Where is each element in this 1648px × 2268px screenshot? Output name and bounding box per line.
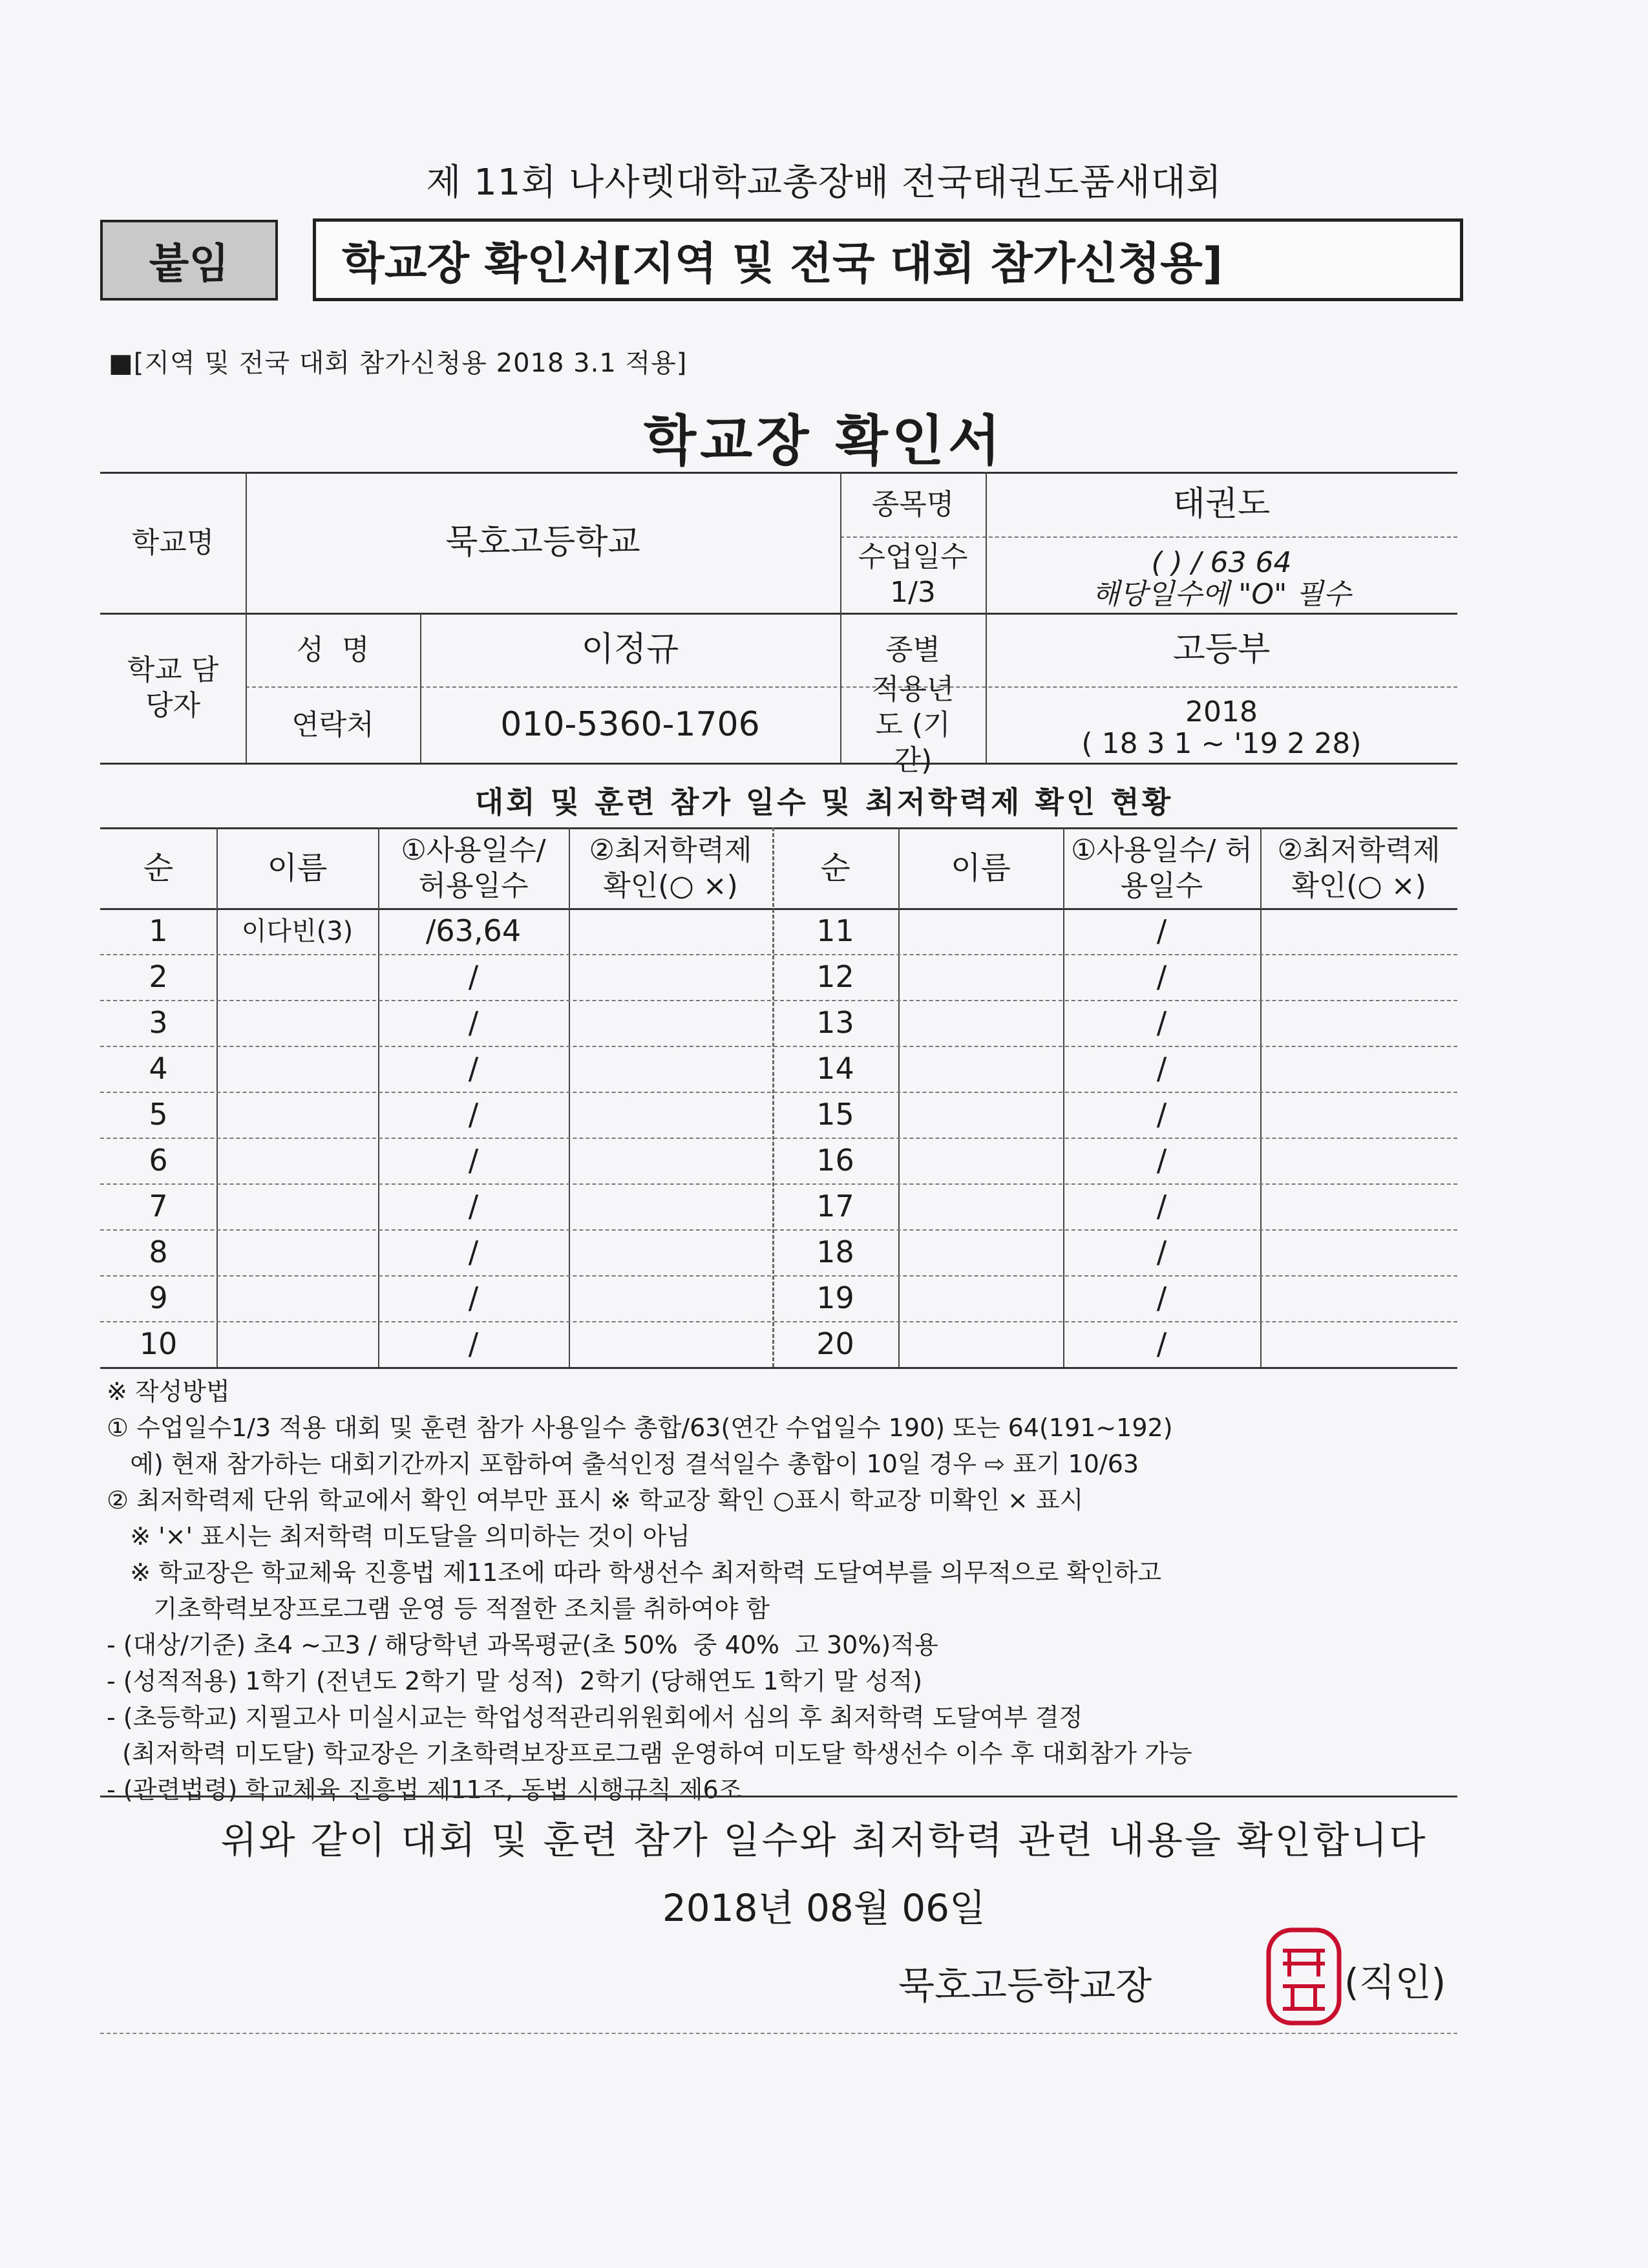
athlete-name	[898, 1046, 1063, 1092]
header-check: ②최저학력제 확인(○ ×)	[1277, 833, 1441, 902]
year-value: 2018	[1185, 695, 1258, 728]
instruction-line: (최저학력 미도달) 학교장은 기초학력보장프로그램 운영하여 미도달 학생선수 이수 후 대회참가 가능	[107, 1739, 1192, 1768]
used-days: /	[1156, 913, 1167, 948]
athlete-name	[898, 1321, 1063, 1367]
athlete-name	[898, 954, 1063, 1000]
used-days: /	[468, 1096, 479, 1132]
sport-label: 종목명	[871, 487, 955, 521]
row-number: 13	[816, 1004, 854, 1040]
min-academic-check	[1260, 1275, 1457, 1321]
row-number: 1	[149, 913, 168, 948]
athlete-name	[217, 1138, 378, 1183]
row-number: 2	[149, 959, 168, 994]
row-number: 12	[816, 959, 854, 994]
used-days: /	[1156, 1234, 1167, 1269]
header-no: 순	[820, 849, 850, 886]
name-label: 성 명	[296, 633, 370, 666]
row-number: 15	[816, 1096, 854, 1132]
instruction-line: - (관련법령) 학교체육 진흥법 제11조, 동법 시행규칙 제6조	[107, 1775, 743, 1804]
instruction-line: ② 최저학력제 단위 학교에서 확인 여부만 표시 ※ 학교장 확인 ○표시 학교장 미확인 × 표시	[107, 1486, 1084, 1514]
header-name: 이름	[951, 849, 1011, 886]
used-days: /63,64	[425, 913, 522, 948]
header-name: 이름	[267, 849, 328, 886]
header-no: 순	[143, 849, 174, 886]
manager-name: 이정규	[581, 630, 679, 669]
min-academic-check	[1260, 908, 1457, 954]
athlete-name	[898, 1183, 1063, 1229]
attachment-label: 붙임	[100, 220, 278, 301]
page-title: 학교장 확인서	[643, 409, 1005, 472]
class-days-note: 해당일수에 "O" 필수	[1092, 577, 1351, 611]
row-number: 11	[816, 913, 854, 948]
sport-value: 태권도	[1172, 484, 1271, 524]
event-title: 제 11회 나사렛대학교총장배 전국태권도품새대회	[426, 162, 1222, 204]
school-name-label: 학교명	[131, 525, 215, 559]
instruction-line: 기초학력보장프로그램 운영 등 적절한 조치를 취하여야 함	[107, 1595, 770, 1623]
issue-date: 2018년 08월 06일	[662, 1886, 986, 1930]
row-number: 18	[816, 1234, 854, 1269]
min-academic-check	[1260, 954, 1457, 1000]
min-academic-check	[569, 1138, 772, 1183]
contact-value: 010-5360-1706	[500, 705, 760, 744]
used-days: /	[1156, 1096, 1167, 1132]
used-days: /	[468, 1050, 479, 1086]
instruction-line: - (초등학교) 지필고사 미실시교는 학업성적관리위원회에서 심의 후 최저학력 도달여부 결정	[107, 1703, 1083, 1732]
row-number: 17	[816, 1188, 854, 1224]
principal-name: 묵호고등학교장	[898, 1964, 1152, 2008]
min-academic-check	[1260, 1321, 1457, 1367]
min-academic-check	[1260, 1000, 1457, 1046]
athlete-name	[898, 1275, 1063, 1321]
instructions-title: ※ 작성방법	[107, 1377, 230, 1406]
used-days: /	[1156, 959, 1167, 994]
instruction-line: - (대상/기준) 초4 ~고3 / 해당학년 과목평균(초 50% 중 40% 고 30%)적용	[107, 1631, 938, 1659]
used-days: /	[468, 1326, 479, 1361]
period-value: ( 18 3 1 ~ '19 2 28)	[1081, 726, 1362, 760]
min-academic-check	[569, 1183, 772, 1229]
instruction-line: ① 수업일수1/3 적용 대회 및 훈련 참가 사용일수 총합/63(연간 수업일수 190) 또는 64(191~192)	[107, 1414, 1173, 1442]
used-days: /	[1156, 1050, 1167, 1086]
instruction-line: ※ '×' 표시는 최저학력 미도달을 의미하는 것이 아님	[107, 1522, 690, 1551]
athlete-name	[217, 954, 378, 1000]
header-check: ②최저학력제 확인(○ ×)	[589, 833, 752, 902]
min-academic-check	[569, 954, 772, 1000]
instruction-line: 예) 현재 참가하는 대회기간까지 포함하여 출석인정 결석일수 총합이 10일 경우 ⇨ 표기 10/63	[107, 1450, 1139, 1478]
applies-note: ■[지역 및 전국 대회 참가신청용 2018 3.1 적용]	[109, 348, 688, 378]
athlete-name	[217, 1321, 378, 1367]
min-academic-check	[1260, 1229, 1457, 1275]
athlete-name	[217, 1092, 378, 1138]
used-days: /	[468, 959, 479, 994]
confirmation-statement: 위와 같이 대회 및 훈련 참가 일수와 최저학력 관련 내용을 확인합니다	[220, 1818, 1428, 1862]
athlete-name	[217, 1275, 378, 1321]
min-academic-check	[1260, 1046, 1457, 1092]
min-academic-check	[569, 1000, 772, 1046]
athlete-name	[217, 1000, 378, 1046]
used-days: /	[468, 1280, 479, 1315]
row-number: 5	[149, 1096, 168, 1132]
athlete-name	[898, 1138, 1063, 1183]
contact-label: 연락처	[291, 708, 374, 741]
min-academic-check	[569, 1321, 772, 1367]
row-number: 3	[149, 1004, 168, 1040]
division-value: 고등부	[1172, 630, 1271, 669]
header-days: ①사용일수/ 허용일수	[401, 833, 546, 902]
used-days: /	[468, 1188, 479, 1224]
row-number: 8	[149, 1234, 168, 1269]
athlete-name	[898, 908, 1063, 954]
min-academic-check	[569, 1046, 772, 1092]
min-academic-check	[1260, 1138, 1457, 1183]
min-academic-check	[569, 1092, 772, 1138]
row-number: 6	[149, 1142, 168, 1178]
header-days: ①사용일수/ 허용일수	[1071, 833, 1252, 902]
class-days-value: ( ) / 63 64	[1151, 546, 1292, 579]
athlete-name	[217, 1046, 378, 1092]
used-days: /	[1156, 1142, 1167, 1178]
official-seal-icon	[1263, 1925, 1344, 2028]
document-title: 학교장 확인서[지역 및 전국 대회 참가신청용]	[313, 218, 1463, 301]
used-days: /	[1156, 1188, 1167, 1224]
row-number: 10	[139, 1326, 178, 1361]
row-number: 20	[816, 1326, 854, 1361]
used-days: /	[468, 1004, 479, 1040]
used-days: /	[1156, 1004, 1167, 1040]
year-label: 적용년도 (기간)	[871, 672, 955, 777]
athlete-name: 이다빈(3)	[241, 916, 354, 946]
min-academic-check	[569, 1229, 772, 1275]
row-number: 19	[816, 1280, 854, 1315]
participation-title: 대회 및 훈련 참가 일수 및 최저학력제 확인 현황	[474, 785, 1174, 820]
used-days: /	[468, 1234, 479, 1269]
instruction-line: ※ 학교장은 학교체육 진흥법 제11조에 따라 학생선수 최저학력 도달여부를 의무적으로 확인하고	[107, 1558, 1162, 1587]
used-days: /	[468, 1142, 479, 1178]
row-number: 16	[816, 1142, 854, 1178]
instructions	[107, 1373, 1464, 1808]
row-number: 14	[816, 1050, 854, 1086]
seal-label: (직인)	[1344, 1960, 1446, 2004]
athlete-name	[217, 1183, 378, 1229]
school-name: 묵호고등학교	[445, 522, 640, 562]
athlete-name	[217, 1229, 378, 1275]
used-days: /	[1156, 1326, 1167, 1361]
row-number: 4	[149, 1050, 168, 1086]
division-label: 종별	[885, 633, 940, 666]
athlete-name	[898, 1092, 1063, 1138]
min-academic-check	[1260, 1092, 1457, 1138]
row-number: 9	[149, 1280, 168, 1315]
manager-label: 학교 담당자	[127, 653, 219, 722]
athlete-name	[898, 1000, 1063, 1046]
min-academic-check	[1260, 1183, 1457, 1229]
instruction-line: - (성적적용) 1학기 (전년도 2학기 말 성적) 2학기 (당해연도 1학기 말 성적)	[107, 1667, 923, 1695]
class-days-label: 수업일수 1/3	[858, 540, 968, 609]
used-days: /	[1156, 1280, 1167, 1315]
min-academic-check	[569, 1275, 772, 1321]
row-number: 7	[149, 1188, 168, 1224]
min-academic-check	[569, 908, 772, 954]
athlete-name	[898, 1229, 1063, 1275]
